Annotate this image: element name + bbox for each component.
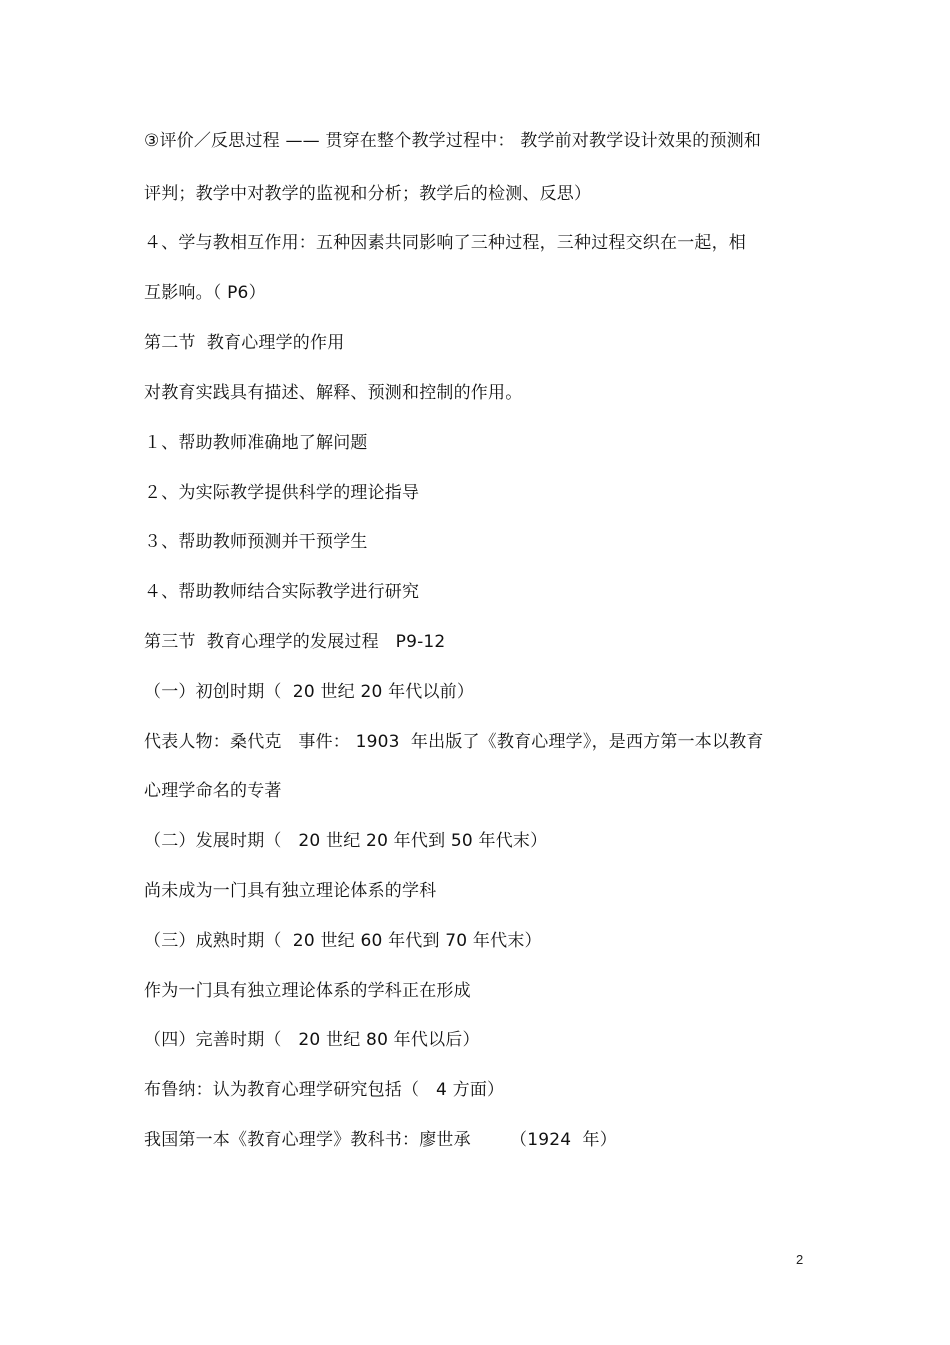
text-line: 我国第一本《教育心理学》教科书：廖世承 （1924 年） [144,1130,617,1150]
list-item: ３、帮助教师预测并干预学生 [144,532,368,552]
section-heading: 第二节 教育心理学的作用 [144,333,345,353]
list-item: ２、为实际教学提供科学的理论指导 [144,483,420,503]
list-item: ４、帮助教师结合实际教学进行研究 [144,582,420,602]
text-line: 对教育实践具有描述、解释、预测和控制的作用。 [144,383,523,403]
text-line: 评判；教学中对教学的监视和分析；教学后的检测、反思） [144,184,592,204]
section-heading: 第三节 教育心理学的发展过程 P9-12 [144,632,446,652]
period-heading: （二）发展时期（ 20 世纪 20 年代到 50 年代末） [144,831,548,851]
text-line: 心理学命名的专著 [144,781,282,801]
period-heading: （四）完善时期（ 20 世纪 80 年代以后） [144,1030,480,1050]
text-line: ③评价／反思过程 —— 贯穿在整个教学过程中： 教学前对教学设计效果的预测和 [144,131,762,151]
period-heading: （一）初创时期（ 20 世纪 20 年代以前） [144,682,475,702]
page-number: 2 [796,1252,804,1267]
list-item: １、帮助教师准确地了解问题 [144,433,368,453]
period-heading: （三）成熟时期（ 20 世纪 60 年代到 70 年代末） [144,931,542,951]
text-line: ４、学与教相互作用：五种因素共同影响了三种过程，三种过程交织在一起，相 [144,233,746,253]
text-line: 尚未成为一门具有独立理论体系的学科 [144,881,437,901]
text-line: 互影响。（ P6） [144,283,266,303]
text-line: 代表人物：桑代克 事件： 1903 年出版了《教育心理学》，是西方第一本以教育 [144,732,764,752]
text-line: 作为一门具有独立理论体系的学科正在形成 [144,981,471,1001]
text-line: 布鲁纳：认为教育心理学研究包括（ 4 方面） [144,1080,505,1100]
